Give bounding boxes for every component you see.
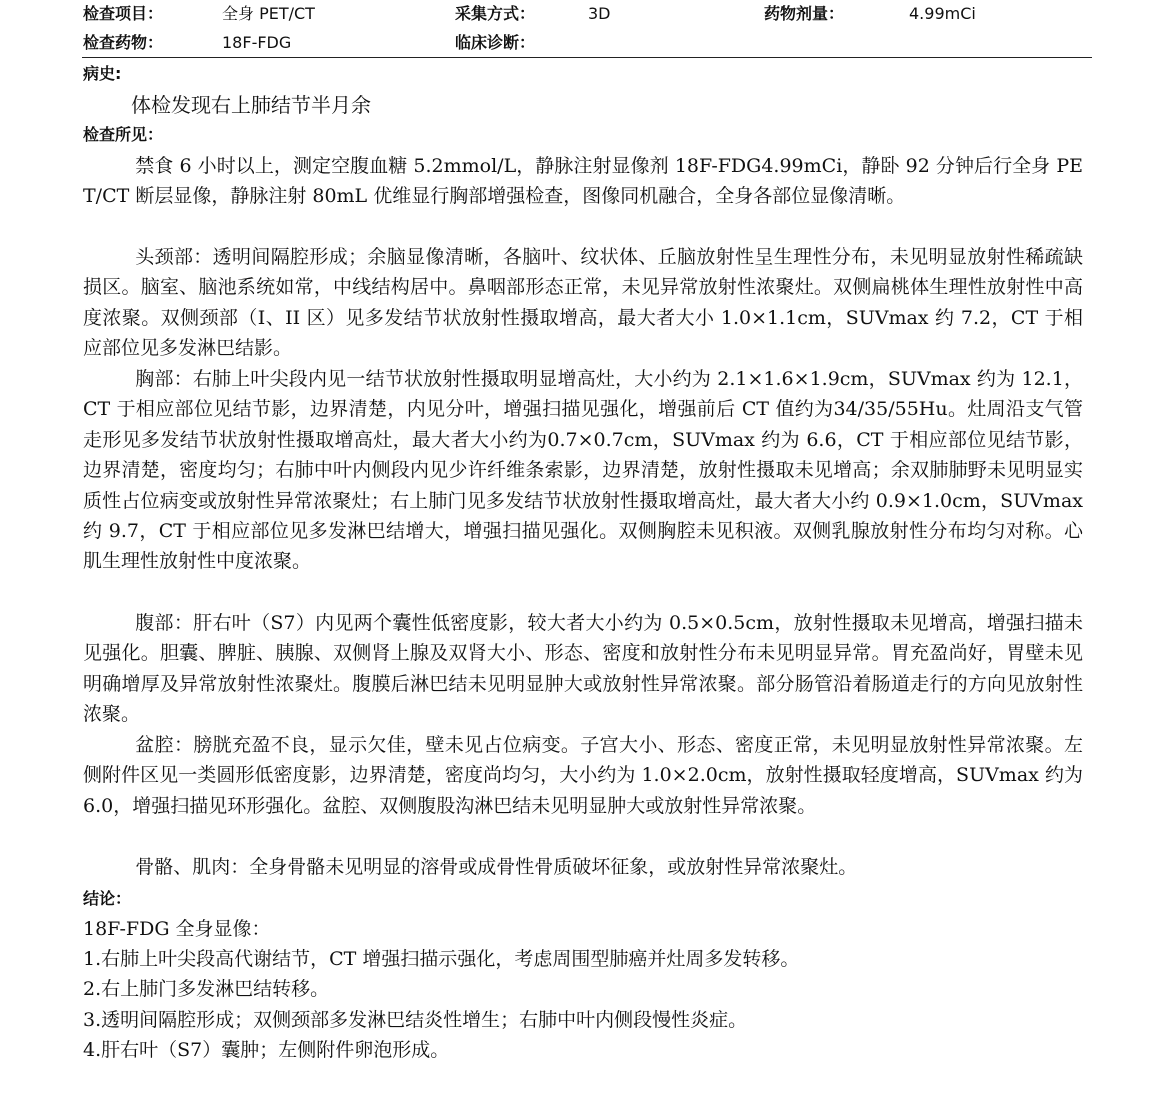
drug-label: 检查药物： bbox=[83, 33, 164, 52]
dose-value: 4.99mCi bbox=[909, 4, 976, 23]
clinical-diagnosis-label: 临床诊断： bbox=[455, 33, 536, 52]
conclusion-line-title: 18F-FDG 全身显像： bbox=[83, 918, 271, 940]
dose-label: 药物剂量： bbox=[764, 4, 845, 23]
findings-paragraph-pelvis: 盆腔：膀胱充盈不良，显示欠佳，壁未见占位病变。子宫大小、形态、密度正常，未见明显放射性异常浓聚。左侧附件区见一类圆形低密度影，边界清楚，密度尚均匀，大小约为 1.0×2.0cm，放射性摄取轻度增高，SUVmax 约为 6.0，增强扫描见环形强化。盆腔、双侧腹股沟淋巴结未见明显肿大或放射性异常浓聚。 bbox=[83, 734, 1083, 817]
conclusion-label: 结论： bbox=[83, 889, 132, 908]
conclusion-line-4: 4.肝右叶（S7）囊肿；左侧附件卵泡形成。 bbox=[83, 1039, 450, 1061]
conclusion-line-3: 3.透明间隔腔形成；双侧颈部多发淋巴结炎性增生；右肺中叶内侧段慢性炎症。 bbox=[83, 1009, 748, 1031]
findings-paragraph-abdomen: 腹部：肝右叶（S7）内见两个囊性低密度影，较大者大小约为 0.5×0.5cm，放射性摄取未见增高，增强扫描未见强化。胆囊、脾脏、胰腺、双侧肾上腺及双肾大小、形态、密度和放射性分布未见明显异常。胃充盈尚好，胃壁未见明确增厚及异常放射性浓聚灶。腹膜后淋巴结未见明显肿大或放射性异常浓聚。部分肠管沿着肠道走行的方向见放射性浓聚。 bbox=[83, 612, 1083, 726]
drug-value: 18F-FDG bbox=[222, 33, 292, 52]
conclusion-line-2: 2.右上肺门多发淋巴结转移。 bbox=[83, 978, 330, 1000]
findings-paragraph-chest: 胸部：右肺上叶尖段内见一结节状放射性摄取明显增高灶，大小约为 2.1×1.6×1.9cm，SUVmax 约为 12.1，CT 于相应部位见结节影，边界清楚，内见分叶，增强扫描见强化，增强前后 CT 值约为34/35/55Hu。灶周沿支气管走形见多发结节状放射性摄取增高灶，最大者大小约为0.7×0.7cm，SUVmax 约为 6.6，CT 于相应部位见结节影，边界清楚，密度均匀；右肺中叶内侧段内见少许纤维条索影，边界清楚，放射性摄取未见增高；余双肺肺野未见明显实质性占位病变或放射性异常浓聚灶；右上肺门见多发结节状放射性摄取增高灶，最大者大小约 0.9×1.0cm，SUVmax 约 9.7，CT 于相应部位见多发淋巴结增大，增强扫描见强化。双侧胸腔未见积液。双侧乳腺放射性分布均匀对称。心肌生理性放射性中度浓聚。 bbox=[83, 368, 1083, 573]
findings-paragraph-intro: 禁食 6 小时以上，测定空腹血糖 5.2mmol/L，静脉注射显像剂 18F-FDG4.99mCi，静卧 92 分钟后行全身 PET/CT 断层显像，静脉注射 80mL 优维显行胸部增强检查，图像同机融合，全身各部位显像清晰。 bbox=[83, 155, 1083, 208]
conclusion-line-1: 1.右肺上叶尖段高代谢结节，CT 增强扫描示强化，考虑周围型肺癌并灶周多发转移。 bbox=[83, 948, 800, 970]
acquisition-label: 采集方式： bbox=[455, 4, 536, 23]
history-text: 体检发现右上肺结节半月余 bbox=[131, 93, 371, 117]
findings-label: 检查所见： bbox=[83, 125, 164, 144]
header-divider bbox=[82, 57, 1092, 58]
exam-item-label: 检查项目： bbox=[83, 4, 164, 23]
acquisition-value: 3D bbox=[588, 4, 611, 23]
findings-paragraph-head-neck: 头颈部：透明间隔腔形成；余脑显像清晰，各脑叶、纹状体、丘脑放射性呈生理性分布，未见明显放射性稀疏缺损区。脑室、脑池系统如常，中线结构居中。鼻咽部形态正常，未见异常放射性浓聚灶。双侧扁桃体生理性放射性中高度浓聚。双侧颈部（I、II 区）见多发结节状放射性摄取增高，最大者大小 1.0×1.1cm，SUVmax 约 7.2，CT 于相应部位见多发淋巴结影。 bbox=[83, 246, 1083, 360]
history-label: 病史: bbox=[83, 64, 122, 83]
exam-item-value: 全身 PET/CT bbox=[222, 4, 315, 23]
findings-paragraph-bone-muscle: 骨骼、肌肉：全身骨骼未见明显的溶骨或成骨性骨质破坏征象，或放射性异常浓聚灶。 bbox=[135, 856, 858, 878]
